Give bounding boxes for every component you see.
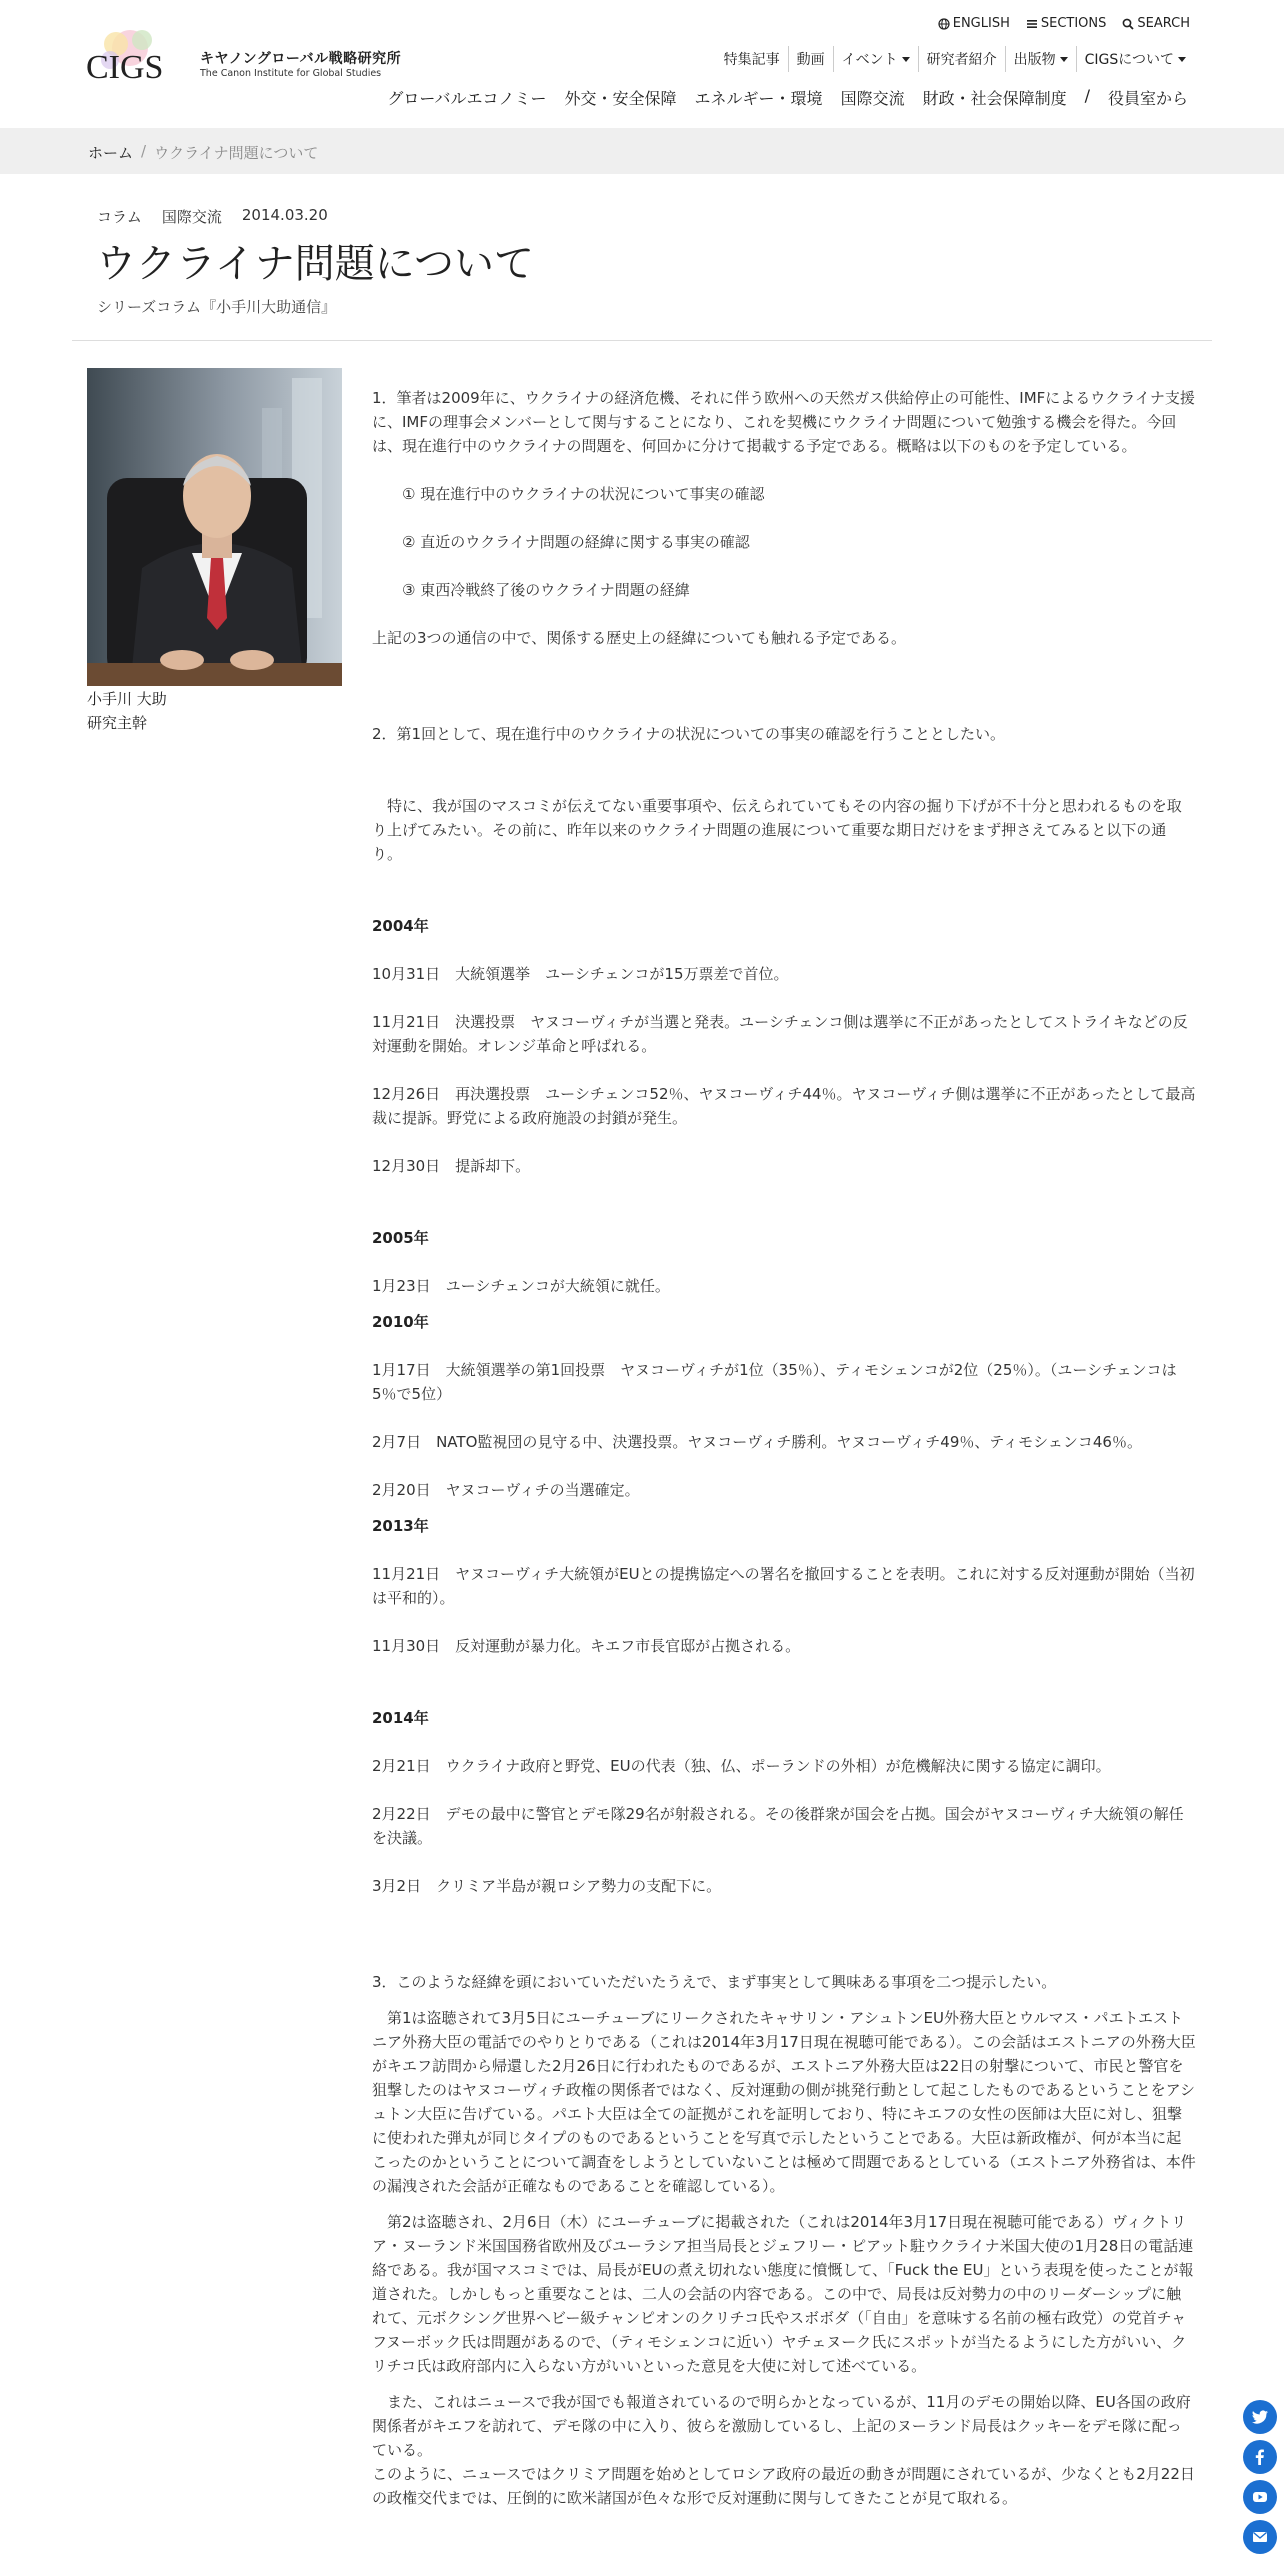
outline-item-2: ② 直近のウクライナ問題の経緯に関する事実の確認: [402, 533, 750, 551]
breadcrumb-home[interactable]: ホーム: [88, 144, 134, 162]
section3-intro: 3．このような経緯を頭においていただいたうえで、まず事実として興味ある事項を二つ提示したい。: [372, 1973, 1057, 1991]
nav-officers[interactable]: 役員室から: [1107, 89, 1188, 108]
year-heading-2010: 2010年: [372, 1313, 429, 1331]
search-label: SEARCH: [1137, 16, 1190, 31]
timeline-entry: 12月26日 再決選投票 ユーシチェンコ52％、ヤヌコーヴィチ44％。ヤヌコーヴィチ側は選挙に不正があったとして最高裁に提訴。野党による政府施設の封鎖が発生。: [372, 1085, 1196, 1127]
caret-down-icon: [1060, 57, 1068, 62]
cigs-logo-icon: [86, 26, 176, 96]
twitter-share-button[interactable]: [1243, 2400, 1277, 2434]
timeline-entry: 2月7日 NATO監視団の見守る中、決選投票。ヤヌコーヴィチ勝利。ヤヌコーヴィチ49％、ティモシェンコ46％。: [372, 1433, 1142, 1451]
author-role: 研究主幹: [87, 714, 148, 732]
caret-down-icon: [1178, 57, 1186, 62]
nav-about-label: CIGSについて: [1084, 52, 1174, 68]
section3-paragraph-1: 第1は盗聴されて3月5日にユーチューブにリークされたキャサリン・アシュトンEU外務大臣とウルマス・パエトエストニア外務大臣の電話でのやりとりである（これは2014年3月17日現在視聴可能である）。この会話はエストニアの外務大臣がキエフ訪問から帰還した2月26日に行われたものであるが、エストニア外務大臣は22日の射撃について、市民と警官を狙撃したのはヤヌコーヴィチ政権の関係者ではなく、反対運動の側が挑発行動として起こしたものであるということをアシュトン大臣に告げている。パエト大臣は全ての証拠がこれを証明しており、特にキエフの女性の医師は大臣に対し、狙撃に使われた弾丸が同じタイプのものであるということを写真で示したということである。大臣は新政権が、何が本当に起こったのかということについて調査をしようとしていないことは極めて問題であるとしている（エストニア外務省は、本件の漏洩された会話が正確なものであることを確認している）。: [372, 2009, 1196, 2195]
english-link[interactable]: [938, 16, 1010, 31]
utility-links: [938, 16, 1190, 31]
breadcrumb-bar: [0, 128, 1284, 174]
search-icon: [1122, 18, 1134, 30]
timeline-entry: 11月21日 ヤヌコーヴィチ大統領がEUとの提携協定への署名を撤回することを表明。これに対する反対運動が開始（当初は平和的）。: [372, 1565, 1195, 1607]
nav-events-label: イベント: [841, 52, 898, 68]
section2-intro: 2．第1回として、現在進行中のウクライナの状況についての事実の確認を行うこととしたい。: [372, 725, 1006, 743]
nav-video[interactable]: [788, 46, 833, 72]
mail-icon: [1250, 2527, 1270, 2547]
article-subcategory[interactable]: 国際交流: [161, 208, 222, 226]
section3-paragraph-2: 第2は盗聴され、2月6日（木）にユーチューブに掲載された（これは2014年3月17日現在視聴可能である）ヴィクトリア・ヌーランド米国国務省欧州及びユーラシア担当局長とジェフリー・ピアット駐ウクライナ米国大使の1月28日の電話連絡である。我が国マスコミでは、局長がEUの煮え切れない態度に憤慨して、「Fuck the EU」という表現を使ったことが報道された。しかしもっと重要なことは、二人の会話の内容である。この中で、局長は反対勢力の中のリーダーシップに触れて、元ボクシング世界ヘビー級チャンピオンのクリチコ氏やスボボダ（「自由」を意味する名前の極右政党）の党首チャフヌーボック氏は問題があるので、（ティモシェンコに近い）ヤチェヌーク氏にスポットが当たるようにした方がいい、クリチコ氏は政府部内に入らない方がいいといった意見を大使に対して述べている。: [372, 2213, 1194, 2375]
divider: [72, 340, 1212, 341]
outline-item-3: ③ 東西冷戦終了後のウクライナ問題の経緯: [402, 581, 690, 599]
english-label: ENGLISH: [952, 16, 1010, 31]
twitter-icon: [1250, 2407, 1270, 2427]
nav-publications-label: 出版物: [1013, 52, 1056, 68]
nav-fiscal-social-security[interactable]: 財政・社会保障制度: [922, 89, 1067, 108]
breadcrumb: [88, 142, 318, 163]
nav-diplomacy-security[interactable]: 外交・安全保障: [564, 89, 677, 108]
facebook-share-button[interactable]: [1243, 2440, 1277, 2474]
logo-japanese: キヤノングローバル戦略研究所: [200, 51, 402, 67]
sections-link[interactable]: [1026, 16, 1107, 31]
year-heading-2013: 2013年: [372, 1517, 429, 1535]
facebook-icon: [1250, 2447, 1270, 2467]
timeline-entry: 1月23日 ユーシチェンコが大統領に就任。: [372, 1277, 670, 1295]
sub-navigation: [716, 46, 1194, 72]
timeline-entry: 10月31日 大統領選挙 ユーシチェンコが15万票差で首位。: [372, 965, 789, 983]
timeline-entry: 2月20日 ヤヌコーヴィチの当選確定。: [372, 1481, 640, 1499]
nav-international-exchange[interactable]: 国際交流: [840, 89, 905, 108]
author-name: 小手川 大助: [87, 690, 167, 708]
globe-icon: [938, 18, 950, 30]
nav-energy-environment[interactable]: エネルギー・環境: [694, 89, 823, 108]
year-heading-2014: 2014年: [372, 1709, 429, 1727]
timeline-entry: 12月30日 提訴却下。: [372, 1157, 531, 1175]
article-category[interactable]: コラム: [97, 208, 142, 226]
section3-paragraph-4: このように、ニュースではクリミア問題を始めとしてロシア政府の最近の動きが問題にされているが、少なくとも2月22日の政権交代までは、圧倒的に欧米諸国が色々な形で反対運動に関与してきたことが見て取れる。: [372, 2465, 1195, 2507]
caret-down-icon: [902, 57, 910, 62]
logo-mark: CIGS: [86, 49, 164, 86]
search-link[interactable]: [1122, 16, 1190, 31]
article-date: 2014.03.20: [241, 206, 328, 224]
nav-researchers[interactable]: [918, 46, 1005, 72]
year-heading-2004: 2004年: [372, 917, 429, 935]
year-heading-2005: 2005年: [372, 1229, 429, 1247]
outline-item-1: ① 現在進行中のウクライナの状況について事実の確認: [402, 485, 765, 503]
nav-events-dropdown[interactable]: [833, 46, 918, 72]
section3-paragraph-3: また、これはニュースで我が国でも報道されているので明らかとなっているが、11月のデモの開始以降、EU各国の政府関係者がキエフを訪れて、デモ隊の中に入り、彼らを激励しているし、上記のヌーランド局長はクッキーをデモ隊に配っている。: [372, 2393, 1191, 2459]
author-portrait-image: [87, 368, 342, 686]
breadcrumb-separator: /: [141, 142, 147, 160]
nav-features-label: 特集記事: [723, 52, 780, 68]
site-header: [0, 0, 1284, 128]
main-navigation: [387, 86, 1188, 109]
section1-outro: 上記の3つの通信の中で、関係する歴史上の経緯についても触れる予定である。: [372, 629, 906, 647]
youtube-icon: [1250, 2487, 1270, 2507]
nav-publications-dropdown[interactable]: [1005, 46, 1076, 72]
author-photo: [87, 368, 342, 686]
youtube-share-button[interactable]: [1243, 2480, 1277, 2514]
article-meta: [97, 206, 328, 227]
nav-global-economy[interactable]: グローバルエコノミー: [387, 89, 547, 108]
article-body: [372, 386, 1196, 2510]
timeline-entry: 3月2日 クリミア半島が親ロシア勢力の支配下に。: [372, 1877, 722, 1895]
section1-intro: 1．筆者は2009年に、ウクライナの経済危機、それに伴う欧州への天然ガス供給停止の可能性、IMFによるウクライナ支援に、IMFの理事会メンバーとして関与することになり、これを契機にウクライナ問題について勉強する機会を得た。今回は、現在進行中のウクライナの問題を、何回かに分けて掲載する予定である。概略は以下のものを予定している。: [372, 389, 1195, 455]
nav-features[interactable]: [716, 46, 788, 72]
timeline-entry: 11月30日 反対運動が暴力化。キエフ市長官邸が占拠される。: [372, 1637, 801, 1655]
page-title: ウクライナ問題について: [96, 241, 534, 287]
breadcrumb-current: ウクライナ問題について: [154, 144, 319, 162]
logo-english: The Canon Institute for Global Studies: [200, 68, 382, 79]
series-title: シリーズコラム『小手川大助通信』: [97, 298, 337, 316]
nav-separator: /: [1084, 86, 1090, 105]
timeline-entry: 2月21日 ウクライナ政府と野党、EUの代表（独、仏、ポーランドの外相）が危機解決に関する協定に調印。: [372, 1757, 1111, 1775]
site-logo[interactable]: [86, 26, 402, 96]
nav-video-label: 動画: [796, 52, 825, 68]
timeline-entry: 11月21日 決選投票 ヤヌコーヴィチが当選と発表。ユーシチェンコ側は選挙に不正があったとしてストライキなどの反対運動を開始。オレンジ革命と呼ばれる。: [372, 1013, 1188, 1055]
mail-share-button[interactable]: [1243, 2520, 1277, 2554]
timeline-entry: 2月22日 デモの最中に警官とデモ隊29名が射殺される。その後群衆が国会を占拠。国会がヤヌコーヴィチ大統領の解任を決議。: [372, 1805, 1184, 1847]
menu-icon: [1026, 18, 1038, 30]
nav-researchers-label: 研究者紹介: [926, 52, 997, 68]
timeline-entry: 1月17日 大統領選挙の第1回投票 ヤヌコーヴィチが1位（35％）、ティモシェンコが2位（25％）。（ユーシチェンコは5％で5位）: [372, 1361, 1177, 1403]
section2-text: 特に、我が国のマスコミが伝えてない重要事項や、伝えられていてもその内容の掘り下げが不十分と思われるものを取り上げてみたい。その前に、昨年以来のウクライナ問題の進展について重要な期日だけをまず押さえてみると以下の通り。: [372, 797, 1182, 863]
nav-about-dropdown[interactable]: [1076, 46, 1194, 72]
sections-label: SECTIONS: [1040, 16, 1107, 31]
